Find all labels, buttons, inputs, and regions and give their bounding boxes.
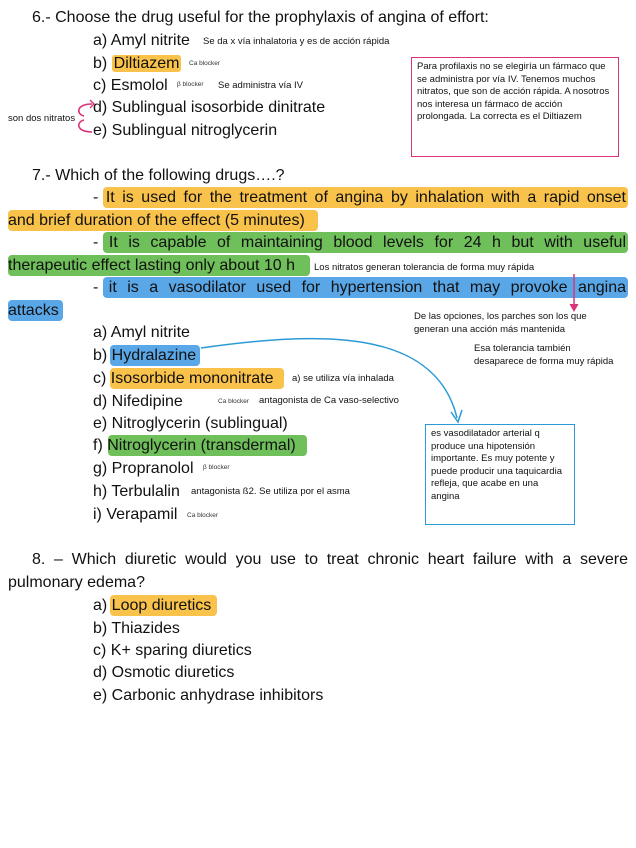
q7-question: 7.- Which of the following drugs….?	[32, 167, 285, 184]
q7-option-i: i) Verapamil	[93, 506, 178, 523]
q6-option-b-highlight: Diltiazem	[113, 55, 180, 72]
nitrates-bracket-arrow-icon	[70, 98, 96, 138]
q7-note-tolerance-disappears: Esa tolerancia también desaparece de forma muy rápida	[474, 343, 614, 367]
q7-note-tolerance-nitrates: Los nitratos generan tolerancia de forma muy rápida	[314, 262, 535, 273]
q6-option-e: e) Sublingual nitroglycerin	[93, 122, 278, 139]
q7-clue1-line1: - It is used for the treatment of angina by inhalation with a rapid onset	[93, 189, 626, 206]
q7-option-g: g) Propranolol	[93, 460, 194, 477]
q6-question: 6.- Choose the drug useful for the prophylaxis of angina of effort:	[32, 9, 489, 26]
q7-option-e: e) Nitroglycerin (sublingual)	[93, 415, 288, 432]
q8-option-a: a) Loop diuretics	[93, 597, 212, 614]
hydralazine-arrow-icon	[195, 330, 475, 430]
q7-clue2-line1: - It is capable of maintaining blood levels for 24 h but with useful	[93, 234, 626, 251]
q7-option-a: a) Amyl nitrite	[93, 324, 190, 341]
q7-clue2-line2: therapeutic effect lasting only about 10 h	[8, 257, 296, 274]
q8-option-c: c) K+ sparing diuretics	[93, 642, 252, 659]
q6-option-b-prefix: b)	[93, 55, 112, 72]
q7-explanation-box: es vasodilatador arterial q produce una hipotensión importante. Es muy potente y puede producir una taquicardia refleja, que acabe en una angina	[425, 424, 575, 525]
patches-arrow-icon	[567, 272, 581, 314]
q6-option-c: c) Esmolol	[93, 77, 168, 94]
q7-option-f: f) Nitroglycerin (transdermal)	[93, 437, 296, 454]
q6-note-nitrates: son dos nitratos	[8, 113, 76, 124]
q8-option-e: e) Carbonic anhydrase inhibitors	[93, 687, 324, 704]
q8-question-line2: pulmonary edema?	[8, 574, 145, 591]
q8-option-d: d) Osmotic diuretics	[93, 664, 235, 681]
q7-note-c: a) se utiliza vía inhalada	[292, 373, 394, 384]
q6-option-a: a) Amyl nitrite	[93, 32, 190, 49]
q7-option-b: b) Hydralazine	[93, 347, 197, 364]
q6-note-c: Se administra vía IV	[218, 80, 304, 91]
q7-note-d-tag: Ca blocker	[218, 398, 250, 405]
q6-note-b: Ca blocker	[189, 60, 221, 67]
q7-note-patches: De las opciones, los parches son los que generan una acción más mantenida	[414, 311, 587, 335]
q7-note-d: antagonista de Ca vaso-selectivo	[259, 395, 399, 406]
q6-note-c-tag: β blocker	[177, 81, 204, 88]
q7-option-d: d) Nifedipine	[93, 393, 183, 410]
q7-note-h: antagonista ß2. Se utiliza por el asma	[191, 486, 350, 497]
q7-note-i-tag: Ca blocker	[187, 512, 219, 519]
q7-clue3-line1: - it is a vasodilator used for hypertension that may provoke angina	[93, 279, 626, 296]
q7-option-h: h) Terbulalin	[93, 483, 180, 500]
q6-note-a: Se da x vía inhalatoria y es de acción rápida	[203, 36, 390, 47]
q7-clue3-line2: attacks	[8, 302, 59, 319]
q8-option-b: b) Thiazides	[93, 620, 180, 637]
q6-option-b	[93, 54, 181, 74]
q7-note-g-tag: β blocker	[203, 464, 230, 471]
q6-explanation-box: Para profilaxis no se elegiría un fármaco que se administra por vía IV. Tenemos muchos nitratos, que son de acción rápida. A nosotros nos interesa un fármaco de acción prolongada. La correcta es el Diltiazem	[411, 57, 619, 157]
q6-option-d: d) Sublingual isosorbide dinitrate	[93, 99, 326, 116]
q8-question-line1: 8. – Which diuretic would you use to treat chronic heart failure with a severe	[32, 551, 628, 568]
q7-option-c: c) Isosorbide mononitrate	[93, 370, 274, 387]
q7-clue1-line2: and brief duration of the effect (5 minutes)	[8, 212, 305, 229]
